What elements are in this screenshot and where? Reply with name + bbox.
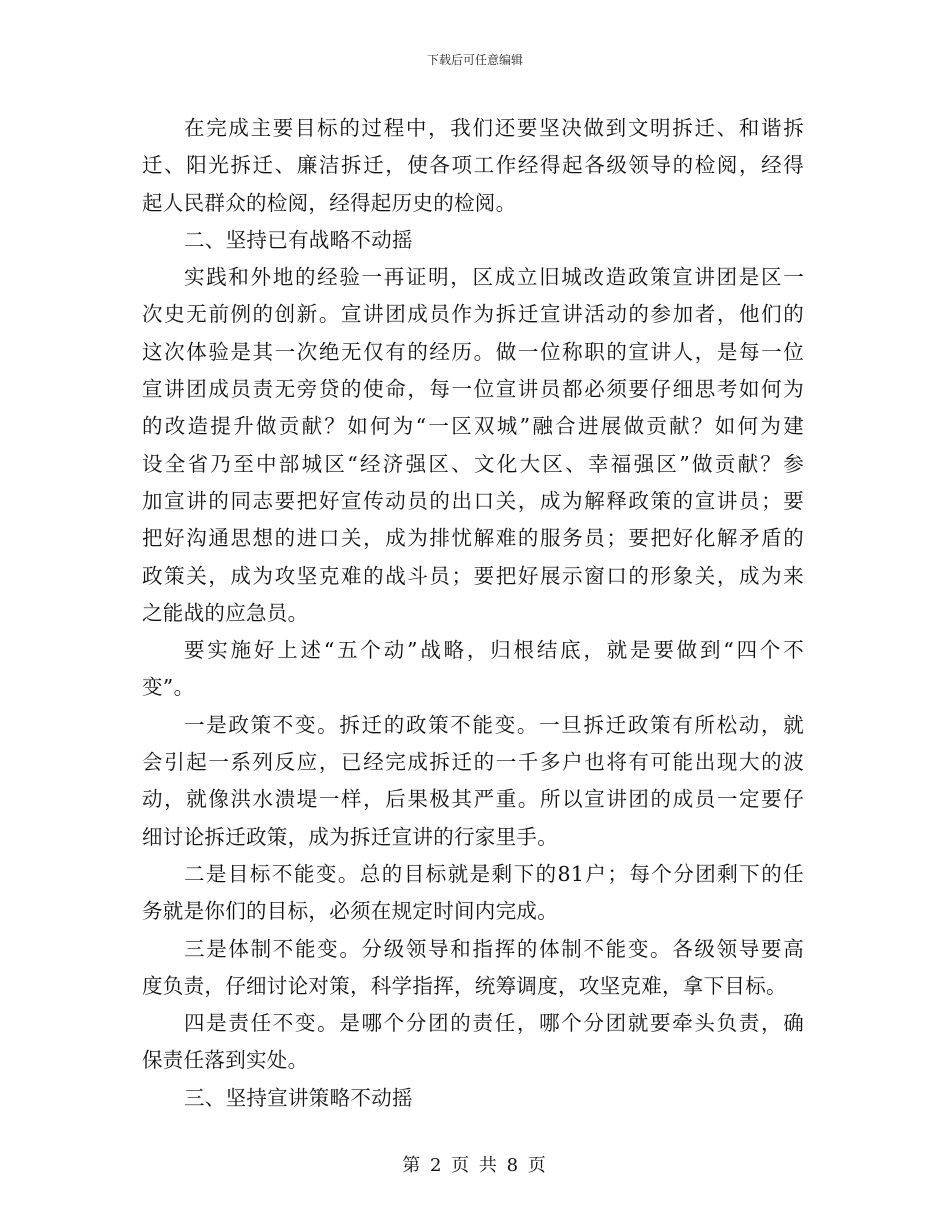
header-note: 下载后可任意编辑 (426, 53, 523, 67)
body-paragraph (142, 856, 804, 931)
text-line: 二、坚持已有战略不动摇 (184, 227, 413, 252)
text-line: 在完成主要目标的过程中，我们还要坚决做到文明拆迁、和谐拆 (184, 116, 804, 140)
text-line: 的改造提升做贡献？如何为“一区双城”融合进展做贡献？如何为建 (142, 414, 804, 439)
text-line: 一是政策不变。拆迁的政策不能变。一旦拆迁政策有所松动，就 (184, 712, 804, 737)
text-line: 迁、阳光拆迁、廉洁拆迁，使各项工作经得起各级领导的检阅，经得 (142, 153, 804, 178)
text-line: 动，就像洪水溃堤一样，后果极其严重。所以宣讲团的成员一定要仔 (142, 787, 804, 812)
text-line: 宣讲团成员责无旁贷的使命，每一位宣讲员都必须要仔细思考如何为 (142, 377, 804, 402)
text-line: 务就是你们的目标，必须在规定时间内完成。 (142, 899, 558, 924)
text-line: 实践和外地的经验一再证明，区成立旧城改造政策宣讲团是区一 (184, 265, 804, 290)
text-line: 四是责任不变。是哪个分团的责任，哪个分团就要牵头负责，确 (184, 1011, 804, 1036)
text-line: 起人民群众的检阅，经得起历史的检阅。 (142, 190, 517, 215)
section-heading (142, 222, 804, 259)
page-number: 第 2 页 共 8 页 (402, 1155, 548, 1176)
page-footer (0, 1154, 950, 1178)
text-line: 变”。 (142, 675, 195, 700)
text-line: 二是目标不能变。总的目标就是剩下的81户；每个分团剩下的任 (184, 861, 804, 886)
text-line: 加宣讲的同志要把好宣传动员的出口关，成为解释政策的宣讲员；要 (142, 488, 804, 513)
body-paragraph (142, 931, 804, 1006)
text-line: 把好沟通思想的进口关，成为排忧解难的服务员；要把好化解矛盾的 (142, 526, 804, 551)
text-line: 之能战的应急员。 (142, 600, 309, 625)
body-paragraph (142, 110, 804, 222)
section-heading (142, 1080, 804, 1117)
text-line: 度负责，仔细讨论对策，科学指挥，统筹调度，攻坚克难，拿下目标。 (142, 973, 787, 998)
text-line: 政策关，成为攻坚克难的战斗员；要把好展示窗口的形象关，成为来 (142, 563, 804, 588)
page-header (0, 52, 950, 68)
text-line: 细讨论拆迁政策，成为拆迁宣讲的行家里手。 (142, 824, 558, 849)
body-paragraph (142, 259, 804, 632)
text-line: 三、坚持宣讲策略不动摇 (184, 1085, 413, 1110)
text-line: 保责任落到实处。 (142, 1048, 309, 1073)
document-body (142, 110, 804, 1117)
text-line: 次史无前例的创新。宣讲团成员作为拆迁宣讲活动的参加者，他们的 (142, 302, 804, 327)
text-line: 会引起一系列反应，已经完成拆迁的一千多户也将有可能出现大的波 (142, 750, 804, 775)
body-paragraph (142, 632, 804, 707)
text-line: 三是体制不能变。分级领导和指挥的体制不能变。各级领导要高 (184, 936, 804, 961)
text-line: 设全省乃至中部城区“经济强区、文化大区、幸福强区”做贡献？参 (142, 451, 804, 476)
body-paragraph (142, 1005, 804, 1080)
body-paragraph (142, 707, 804, 856)
text-line: 要实施好上述“五个动”战略，归根结底，就是要做到“四个不 (184, 638, 804, 663)
text-line: 这次体验是其一次绝无仅有的经历。做一位称职的宣讲人，是每一位 (142, 339, 804, 364)
